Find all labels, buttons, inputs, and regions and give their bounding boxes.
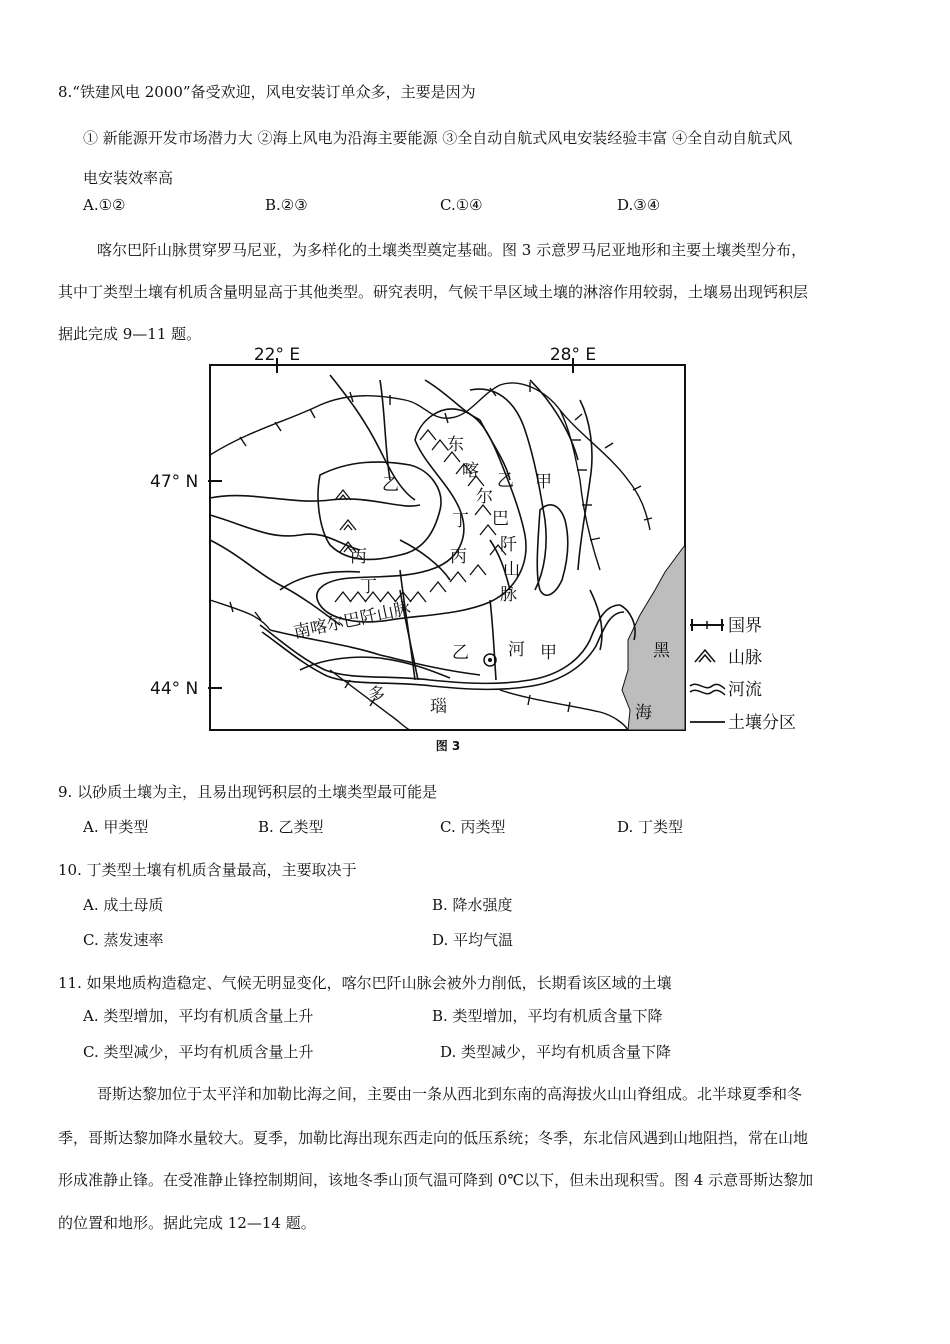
zone-bing-1: 丙	[350, 547, 367, 567]
passage2-line3: 形成准静止锋。在受准静止锋控制期间，该地冬季山顶气温可降到 0℃以下，但未出现积雪。图 4 示意哥斯达黎加	[58, 1171, 814, 1189]
q10-option-b: B. 降水强度	[432, 896, 513, 914]
q8-stem: 8.“铁建风电 2000”备受欢迎，风电安装订单众多，主要是因为	[58, 83, 476, 101]
zone-jia-1: 甲	[535, 472, 552, 492]
lat-label-44n: 44° N	[150, 679, 199, 699]
passage1-line1: 喀尔巴阡山脉贯穿罗马尼亚，为多样化的土壤类型奠定基础。图 3 示意罗马尼亚地形和主要土壤类型分布，	[97, 241, 807, 259]
q8-option-b: B.②③	[265, 196, 308, 214]
mtn-south-label: 南喀尔巴阡山脉	[291, 598, 413, 643]
q9-option-a: A. 甲类型	[83, 818, 149, 836]
legend-mountain-label: 山脉	[728, 648, 762, 668]
q11-stem: 11. 如果地质构造稳定、气候无明显变化，喀尔巴阡山脉会被外力削低，长期看该区域的土壤	[58, 974, 672, 992]
zone-ding-1: 丁	[452, 511, 469, 531]
zone-ding-2: 丁	[360, 577, 377, 597]
mtn-east-char-6: 山	[503, 560, 520, 580]
passage2-line1: 哥斯达黎加位于太平洋和加勒比海之间，主要由一条从西北到东南的高海拔火山山脊组成。北半球夏季和冬	[97, 1085, 803, 1103]
passage1-line2: 其中丁类型土壤有机质含量明显高于其他类型。研究表明，气候干旱区域土壤的淋溶作用较弱，土壤易出现钙积层	[58, 283, 809, 301]
q8-option-a: A.①②	[83, 196, 126, 214]
q9-option-d: D. 丁类型	[617, 818, 684, 836]
passage2-line4: 的位置和地形。据此完成 12—14 题。	[58, 1214, 316, 1232]
q11-option-b: B. 类型增加，平均有机质含量下降	[432, 1007, 663, 1025]
zone-yi-3: 乙	[452, 643, 469, 663]
q10-stem: 10. 丁类型土壤有机质含量最高，主要取决于	[58, 861, 357, 879]
q10-option-d: D. 平均气温	[432, 931, 514, 949]
figure-3-map	[150, 340, 810, 760]
mtn-east-char-7: 脉	[500, 585, 517, 605]
lon-label-22e: 22° E	[253, 345, 301, 365]
legend-river-symbol	[690, 684, 725, 695]
q10-option-c: C. 蒸发速率	[83, 931, 164, 949]
figure-3-caption: 图 3	[435, 739, 461, 753]
q8-option-c: C.①④	[440, 196, 483, 214]
legend-soil-label: 土壤分区	[728, 713, 796, 733]
q8-option-d: D.③④	[617, 196, 661, 214]
river-char-1: 多	[368, 685, 385, 705]
legend	[690, 616, 796, 733]
q9-stem: 9. 以砂质土壤为主，且易出现钙积层的土壤类型最可能是	[58, 783, 438, 801]
mtn-east-char-5: 阡	[500, 535, 517, 555]
legend-border-symbol	[690, 619, 724, 631]
q11-option-d: D. 类型减少，平均有机质含量下降	[440, 1043, 672, 1061]
passage2-line2: 季，哥斯达黎加降水量较大。夏季，加勒比海出现东西走向的低压系统；冬季，东北信风遇到山地阻挡，常在山地	[58, 1129, 809, 1147]
q9-option-b: B. 乙类型	[258, 818, 324, 836]
zone-bing-2: 丙	[450, 547, 467, 567]
q8-items-line2: 电安装效率高	[83, 169, 174, 187]
q9-option-c: C. 丙类型	[440, 818, 506, 836]
zone-jia-2: 甲	[540, 643, 557, 663]
legend-river-label: 河流	[728, 680, 762, 700]
river-char-3: 河	[508, 640, 525, 660]
lon-label-28e: 28° E	[549, 345, 597, 365]
sea-char-1: 黑	[653, 641, 670, 661]
zone-yi-1: 乙	[382, 475, 399, 495]
legend-border-label: 国界	[728, 616, 762, 636]
mtn-east-char-3: 尔	[476, 487, 493, 507]
q10-option-a: A. 成土母质	[83, 896, 164, 914]
river-char-2: 瑙	[430, 697, 447, 717]
q8-items-line1: ① 新能源开发市场潜力大 ②海上风电为沿海主要能源 ③全自动自航式风电安装经验丰富 ④全自动自航式风	[83, 129, 793, 147]
sea-char-2: 海	[635, 703, 652, 723]
mtn-east-char-4: 巴	[492, 509, 509, 529]
q11-option-c: C. 类型减少，平均有机质含量上升	[83, 1043, 314, 1061]
passage1-line3: 据此完成 9—11 题。	[58, 325, 202, 343]
mtn-east-char-1: 东	[447, 435, 464, 455]
lat-label-47n: 47° N	[150, 472, 199, 492]
mtn-east-char-2: 喀	[462, 461, 479, 481]
zone-yi-2: 乙	[497, 471, 514, 491]
legend-mountain-symbol	[695, 650, 715, 662]
q11-option-a: A. 类型增加，平均有机质含量上升	[83, 1007, 314, 1025]
